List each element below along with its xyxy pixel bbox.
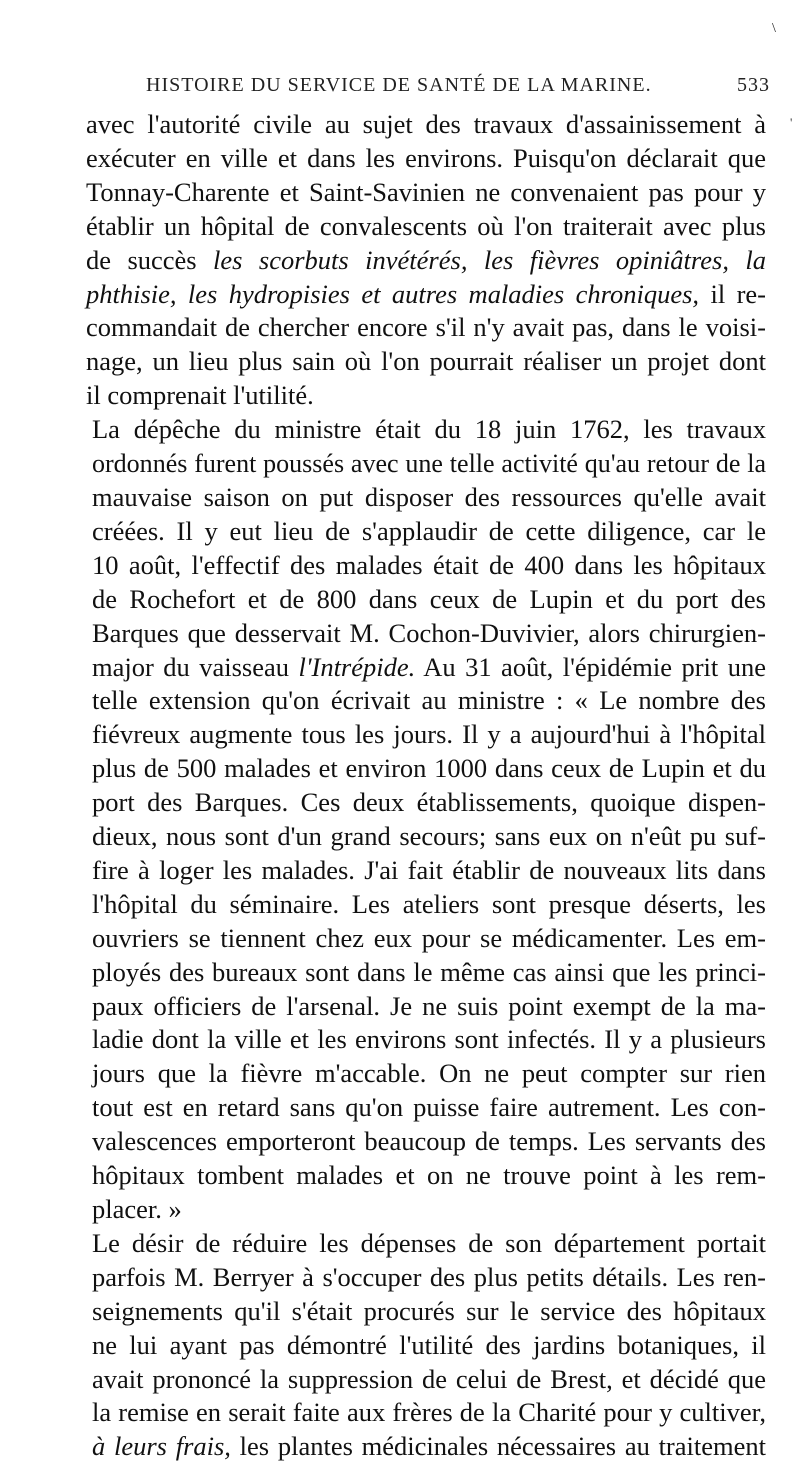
text-run: les plantes médicinales nécessaires au traitement (230, 1431, 766, 1462)
text-line (86, 278, 766, 312)
text-line: ladie dont la ville et les environs sont infectés. Il y a plusieurs (92, 1024, 766, 1055)
text-line: avec l'autorité civile au sujet des travaux d'assainissement à (86, 109, 766, 139)
text-line: commandait de chercher encore s'il n'y avait pas, dans le voisi- (86, 312, 766, 343)
text-line: parfois M. Berryer à s'occuper des plus petits détails. Les ren- (92, 1261, 766, 1292)
text-line: placer. » (92, 1194, 182, 1224)
text-line: exécuter en ville et dans les environs. Puisqu'on déclarait que (86, 142, 766, 173)
text-line (86, 1430, 766, 1464)
text-line: ordonnés furent poussés avec une telle activité qu'au retour de la (92, 449, 766, 479)
text-run: il re- (699, 278, 766, 309)
ship-name: l'Intrépide. (298, 651, 416, 682)
page-number: 533 (737, 74, 770, 96)
text-run: de succès (86, 244, 214, 275)
margin-mark: ' (790, 115, 793, 130)
text-line: l'hôpital du séminaire. Les ateliers sont presque déserts, les (92, 888, 766, 919)
text-line: nage, un lieu plus sain où l'on pourrait réaliser un projet dont (86, 346, 766, 377)
corner-mark: \ (772, 21, 776, 36)
text-line: telle extension qu'on écrivait au ministre : « Le nombre des (92, 685, 766, 716)
paragraph-3 (86, 1227, 766, 1464)
text-line: paux officiers de l'arsenal. Je ne suis point exempt de la ma- (92, 990, 766, 1021)
text-run: Au 31 août, l'épidémie prit une (415, 651, 767, 682)
running-head: HISTOIRE DU SERVICE DE SANTÉ DE LA MARINE. (146, 74, 652, 96)
text-line (86, 244, 766, 278)
text-line: seignements qu'il s'était procurés sur le service des hôpitaux (92, 1295, 766, 1326)
text-line: 10 août, l'effectif des malades était de 400 dans les hôpitaux (92, 549, 766, 580)
text-line: hôpitaux tombent malades et on ne trouve point à les rem- (92, 1160, 766, 1191)
italic-run: les scorbuts invétérés, les fièvres opiniâtres, la (213, 244, 766, 275)
text-line: Barques que desservait M. Cochon-Duvivier, alors chirurgien- (92, 617, 766, 648)
text-line: Tonnay-Charente et Saint-Savinien ne convenaient pas pour y (86, 176, 766, 207)
italic-run: à leurs frais, (92, 1431, 231, 1462)
body-text (86, 108, 766, 1464)
page-header (140, 74, 770, 100)
text-line: la remise en serait faite aux frères de la Charité pour y cultiver, (92, 1397, 766, 1428)
text-line: plus de 500 malades et environ 1000 dans ceux de Lupin et du (92, 753, 766, 784)
text-line: port des Barques. Ces deux établissements, quoique dispen- (92, 787, 766, 818)
text-line (86, 651, 766, 685)
text-line: fire à loger les malades. J'ai fait établir de nouveaux lits dans (92, 854, 766, 885)
text-run: major du vaisseau (92, 651, 299, 682)
text-line: dieux, nous sont d'un grand secours; sans eux on n'eût pu suf- (92, 821, 766, 852)
text-line: ployés des bureaux sont dans le même cas ainsi que les princi- (92, 956, 766, 987)
text-line: ne lui ayant pas démontré l'utilité des jardins botaniques, il (92, 1329, 766, 1360)
text-line: tout est en retard sans qu'on puisse faire autrement. Les con- (92, 1092, 766, 1123)
text-line: Le désir de réduire les dépenses de son département portait (92, 1227, 766, 1258)
text-line: établir un hôpital de convalescents où l'on traiterait avec plus (86, 210, 766, 241)
text-line: fiévreux augmente tous les jours. Il y a aujourd'hui à l'hôpital (92, 719, 766, 750)
text-line: de Rochefort et de 800 dans ceux de Lupin et du port des (92, 583, 766, 614)
text-line: créées. Il y eut lieu de s'applaudir de cette diligence, car le (92, 515, 766, 546)
text-line: il comprenait l'utilité. (86, 380, 314, 411)
text-line: La dépêche du ministre était du 18 juin 1762, les travaux (92, 414, 766, 445)
text-line: jours que la fièvre m'accable. On ne peut compter sur rien (92, 1058, 766, 1089)
paragraph-1 (86, 108, 766, 413)
paragraph-2 (86, 413, 766, 1227)
text-line: valescences emporteront beaucoup de temps. Les servants des (92, 1126, 766, 1157)
text-line: ouvriers se tiennent chez eux pour se médicamenter. Les em- (92, 922, 766, 953)
italic-run: phthisie, les hydropisies et autres maladies chroniques, (86, 278, 700, 309)
text-line: mauvaise saison on put disposer des ressources qu'elle avait (92, 481, 766, 512)
text-line: avait prononcé la suppression de celui de Brest, et décidé que (92, 1363, 766, 1394)
